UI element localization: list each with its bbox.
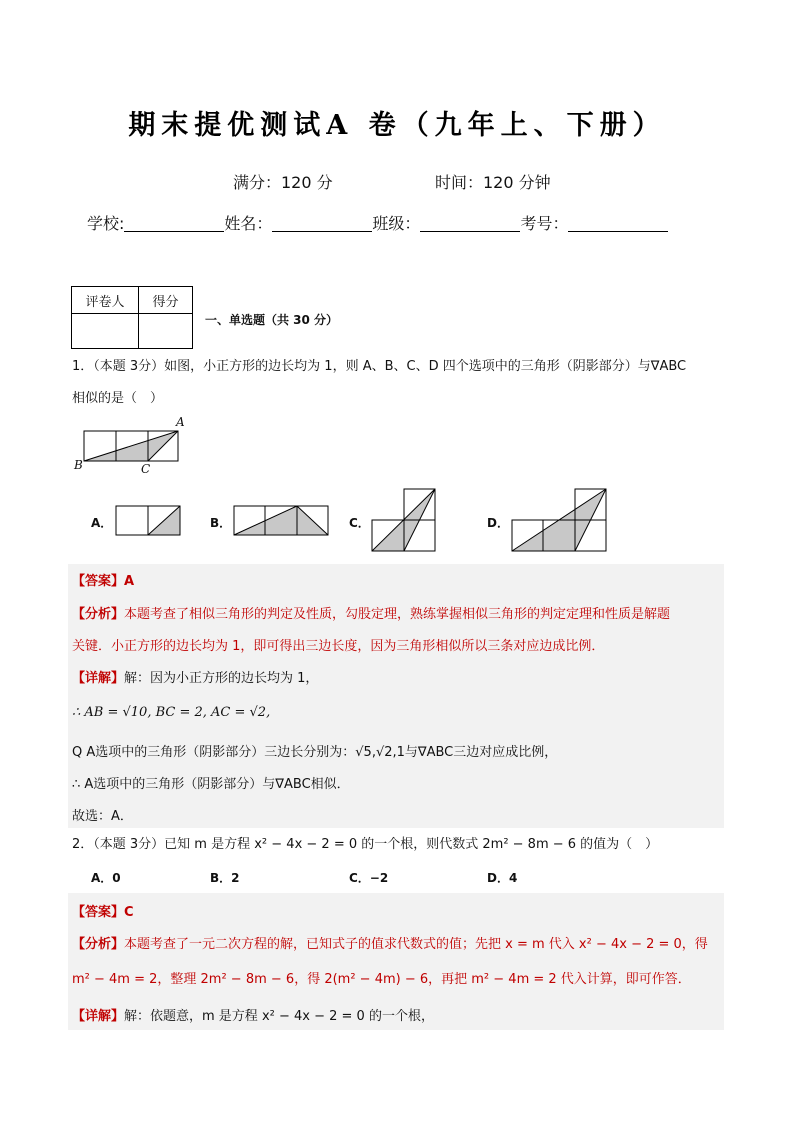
- grader-header: 评卷人: [72, 287, 139, 314]
- q1-stem-line2: 相似的是（ ）: [72, 391, 164, 406]
- q1-label-a: A: [176, 415, 185, 429]
- q1-stem-line1: 1．（本题 3分）如图，小正方形的边长均为 1，则 A、B、C、D 四个选项中的三角形（阴影部分）与∇ABC: [72, 359, 687, 374]
- q2-answer-row: [72, 901, 134, 920]
- name-blank[interactable]: [272, 215, 372, 232]
- analysis-tag: 【分析】: [72, 937, 125, 952]
- score-header: 得分: [139, 287, 193, 314]
- q2-stem: 2．（本题 3分）已知 m 是方程 x² − 4x − 2 = 0 的一个根，则代数式 2m² − 8m − 6 的值为（ ）: [72, 837, 659, 852]
- q1-detail-line4: ∴ A选项中的三角形（阴影部分）与∇ABC相似．: [72, 777, 350, 792]
- detail-tag: 【详解】: [72, 671, 125, 686]
- answer-tag: 【答案】: [72, 905, 125, 920]
- q2-detail-row: [72, 1005, 434, 1024]
- exam-no-blank[interactable]: [568, 215, 668, 232]
- q1-option-b-label[interactable]: B．: [210, 516, 232, 530]
- q1-option-c-label[interactable]: C．: [349, 516, 370, 530]
- q1-option-b-figure[interactable]: [233, 505, 329, 536]
- q1-analysis-row: [72, 603, 670, 622]
- q1-option-c-figure[interactable]: [371, 488, 437, 552]
- q2-option-c[interactable]: C．−2: [349, 871, 389, 885]
- q2-analysis-row: [72, 933, 708, 952]
- q1-answer: A: [124, 574, 135, 589]
- grader-cell[interactable]: [72, 314, 139, 349]
- q1-detail-line5: 故选：A．: [72, 809, 133, 824]
- q1-analysis-line1: 本题考查了相似三角形的判定及性质，勾股定理，熟练掌握相似三角形的判定定理和性质是解题: [124, 607, 671, 622]
- q2-option-a[interactable]: A．0: [91, 871, 121, 885]
- q2-detail-line1: 解：依题意，m 是方程 x² − 4x − 2 = 0 的一个根，: [124, 1009, 434, 1024]
- q1-main-figure: [84, 430, 184, 464]
- q1-detail-row: [72, 667, 318, 686]
- q1-label-c: C: [141, 462, 151, 476]
- name-label: 姓名：: [224, 214, 273, 233]
- q2-analysis-line1: 本题考查了一元二次方程的解，已知式子的值求代数式的值；先把 x = m 代入 x² − 4x − 2 = 0，得: [124, 937, 708, 952]
- exam-time: 时间：120 分钟: [435, 173, 551, 192]
- q1-detail-line2: ∴ AB = √10, BC = 2, AC = √2,: [72, 705, 271, 720]
- q1-option-d-label[interactable]: D．: [487, 516, 509, 530]
- score-cell[interactable]: [139, 314, 193, 349]
- q1-detail-line3: Q A选项中的三角形（阴影部分）三边长分别为：√5,√2,1与∇ABC三边对应成比例，: [72, 745, 558, 760]
- q2-option-b[interactable]: B．2: [210, 871, 240, 885]
- q2-option-d[interactable]: D．4: [487, 871, 518, 885]
- q2-analysis-line2: m² − 4m = 2，整理 2m² − 8m − 6，得 2(m² − 4m) − 6，再把 m² − 4m = 2 代入计算，即可作答．: [72, 972, 691, 987]
- exam-no-label: 考号：: [520, 214, 569, 233]
- grader-table: [71, 286, 193, 349]
- school-label: 学校:: [87, 214, 125, 233]
- answer-tag: 【答案】: [72, 574, 125, 589]
- q1-analysis-line2: 关键．小正方形的边长均为 1，即可得出三边长度，因为三角形相似所以三条对应边成比例．: [72, 639, 605, 654]
- q2-answer: C: [124, 905, 134, 920]
- q1-option-a-figure[interactable]: [115, 505, 181, 536]
- school-blank[interactable]: [124, 215, 224, 232]
- section-heading: 一、单选题（共 30 分）: [205, 313, 339, 327]
- q1-option-d-figure[interactable]: [511, 488, 607, 552]
- page-title: 期末提优测试A 卷（九年上、下册）: [128, 110, 666, 141]
- q1-label-b: B: [74, 458, 83, 472]
- analysis-tag: 【分析】: [72, 607, 125, 622]
- class-blank[interactable]: [420, 215, 520, 232]
- class-label: 班级：: [372, 214, 421, 233]
- total-score: 满分：120 分: [233, 173, 333, 192]
- q1-answer-row: [72, 570, 134, 589]
- student-info-row: [87, 211, 668, 234]
- q1-detail-line1: 解：因为小正方形的边长均为 1，: [124, 671, 319, 686]
- q1-option-a-label[interactable]: A．: [91, 516, 113, 530]
- detail-tag: 【详解】: [72, 1009, 125, 1024]
